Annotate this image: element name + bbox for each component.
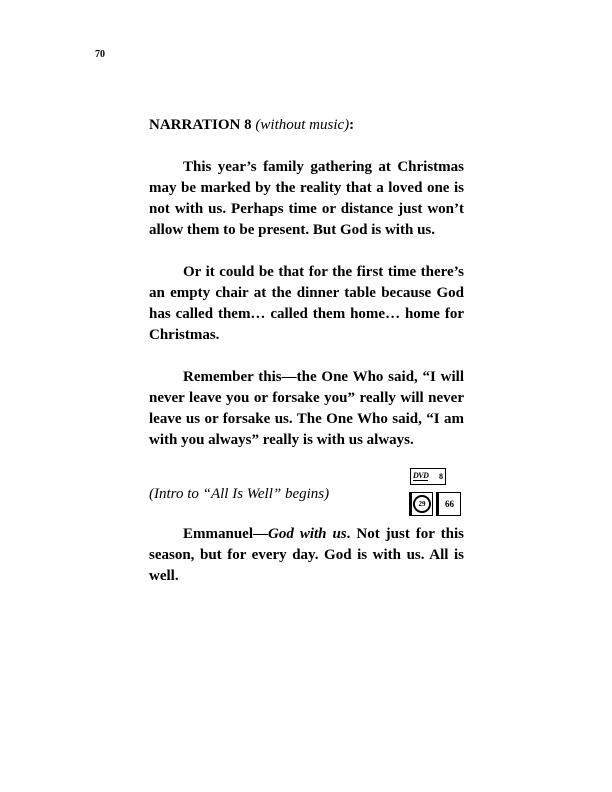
narration-note: (without music) bbox=[255, 117, 350, 133]
narration-title: NARRATION 8 bbox=[149, 117, 252, 133]
track-number: 29 bbox=[415, 497, 429, 511]
heading-colon: : bbox=[349, 117, 355, 133]
final-lead: Emmanuel— bbox=[183, 526, 269, 542]
dvd-logo-icon: DVD bbox=[413, 471, 429, 480]
paragraph-3: Remember this—the One Who said, “I will never leave you or forsake you” really will never leave us or forsake us. The One Who said, “I am with you always” really is with us always. bbox=[149, 369, 464, 448]
final-rest: . Not just for this season, but for every day. God is with us. All is well. bbox=[149, 526, 464, 584]
cue-text: (Intro to “All Is Well” begins) bbox=[149, 486, 330, 502]
page-reference-badge: 66 bbox=[436, 492, 461, 516]
final-emphasis: God with us bbox=[268, 526, 347, 542]
narration-heading bbox=[149, 115, 464, 136]
music-cue bbox=[149, 468, 464, 518]
page-number: 70 bbox=[95, 49, 105, 60]
cd-track-badge bbox=[409, 492, 433, 516]
dvd-number: 8 bbox=[439, 472, 443, 481]
dvd-badge bbox=[410, 468, 446, 485]
narration-block bbox=[149, 115, 464, 608]
final-paragraph bbox=[149, 524, 464, 587]
cd-disc-icon bbox=[413, 495, 431, 513]
paragraph-1: This year’s family gathering at Christmas may be marked by the reality that a loved one is not with us. Perhaps time or distance just won’t allow them to be present. But God is with us. bbox=[149, 159, 464, 238]
paragraph-2: Or it could be that for the first time there’s an empty chair at the dinner table because God has called them… called them home… home for Christmas. bbox=[149, 264, 464, 343]
